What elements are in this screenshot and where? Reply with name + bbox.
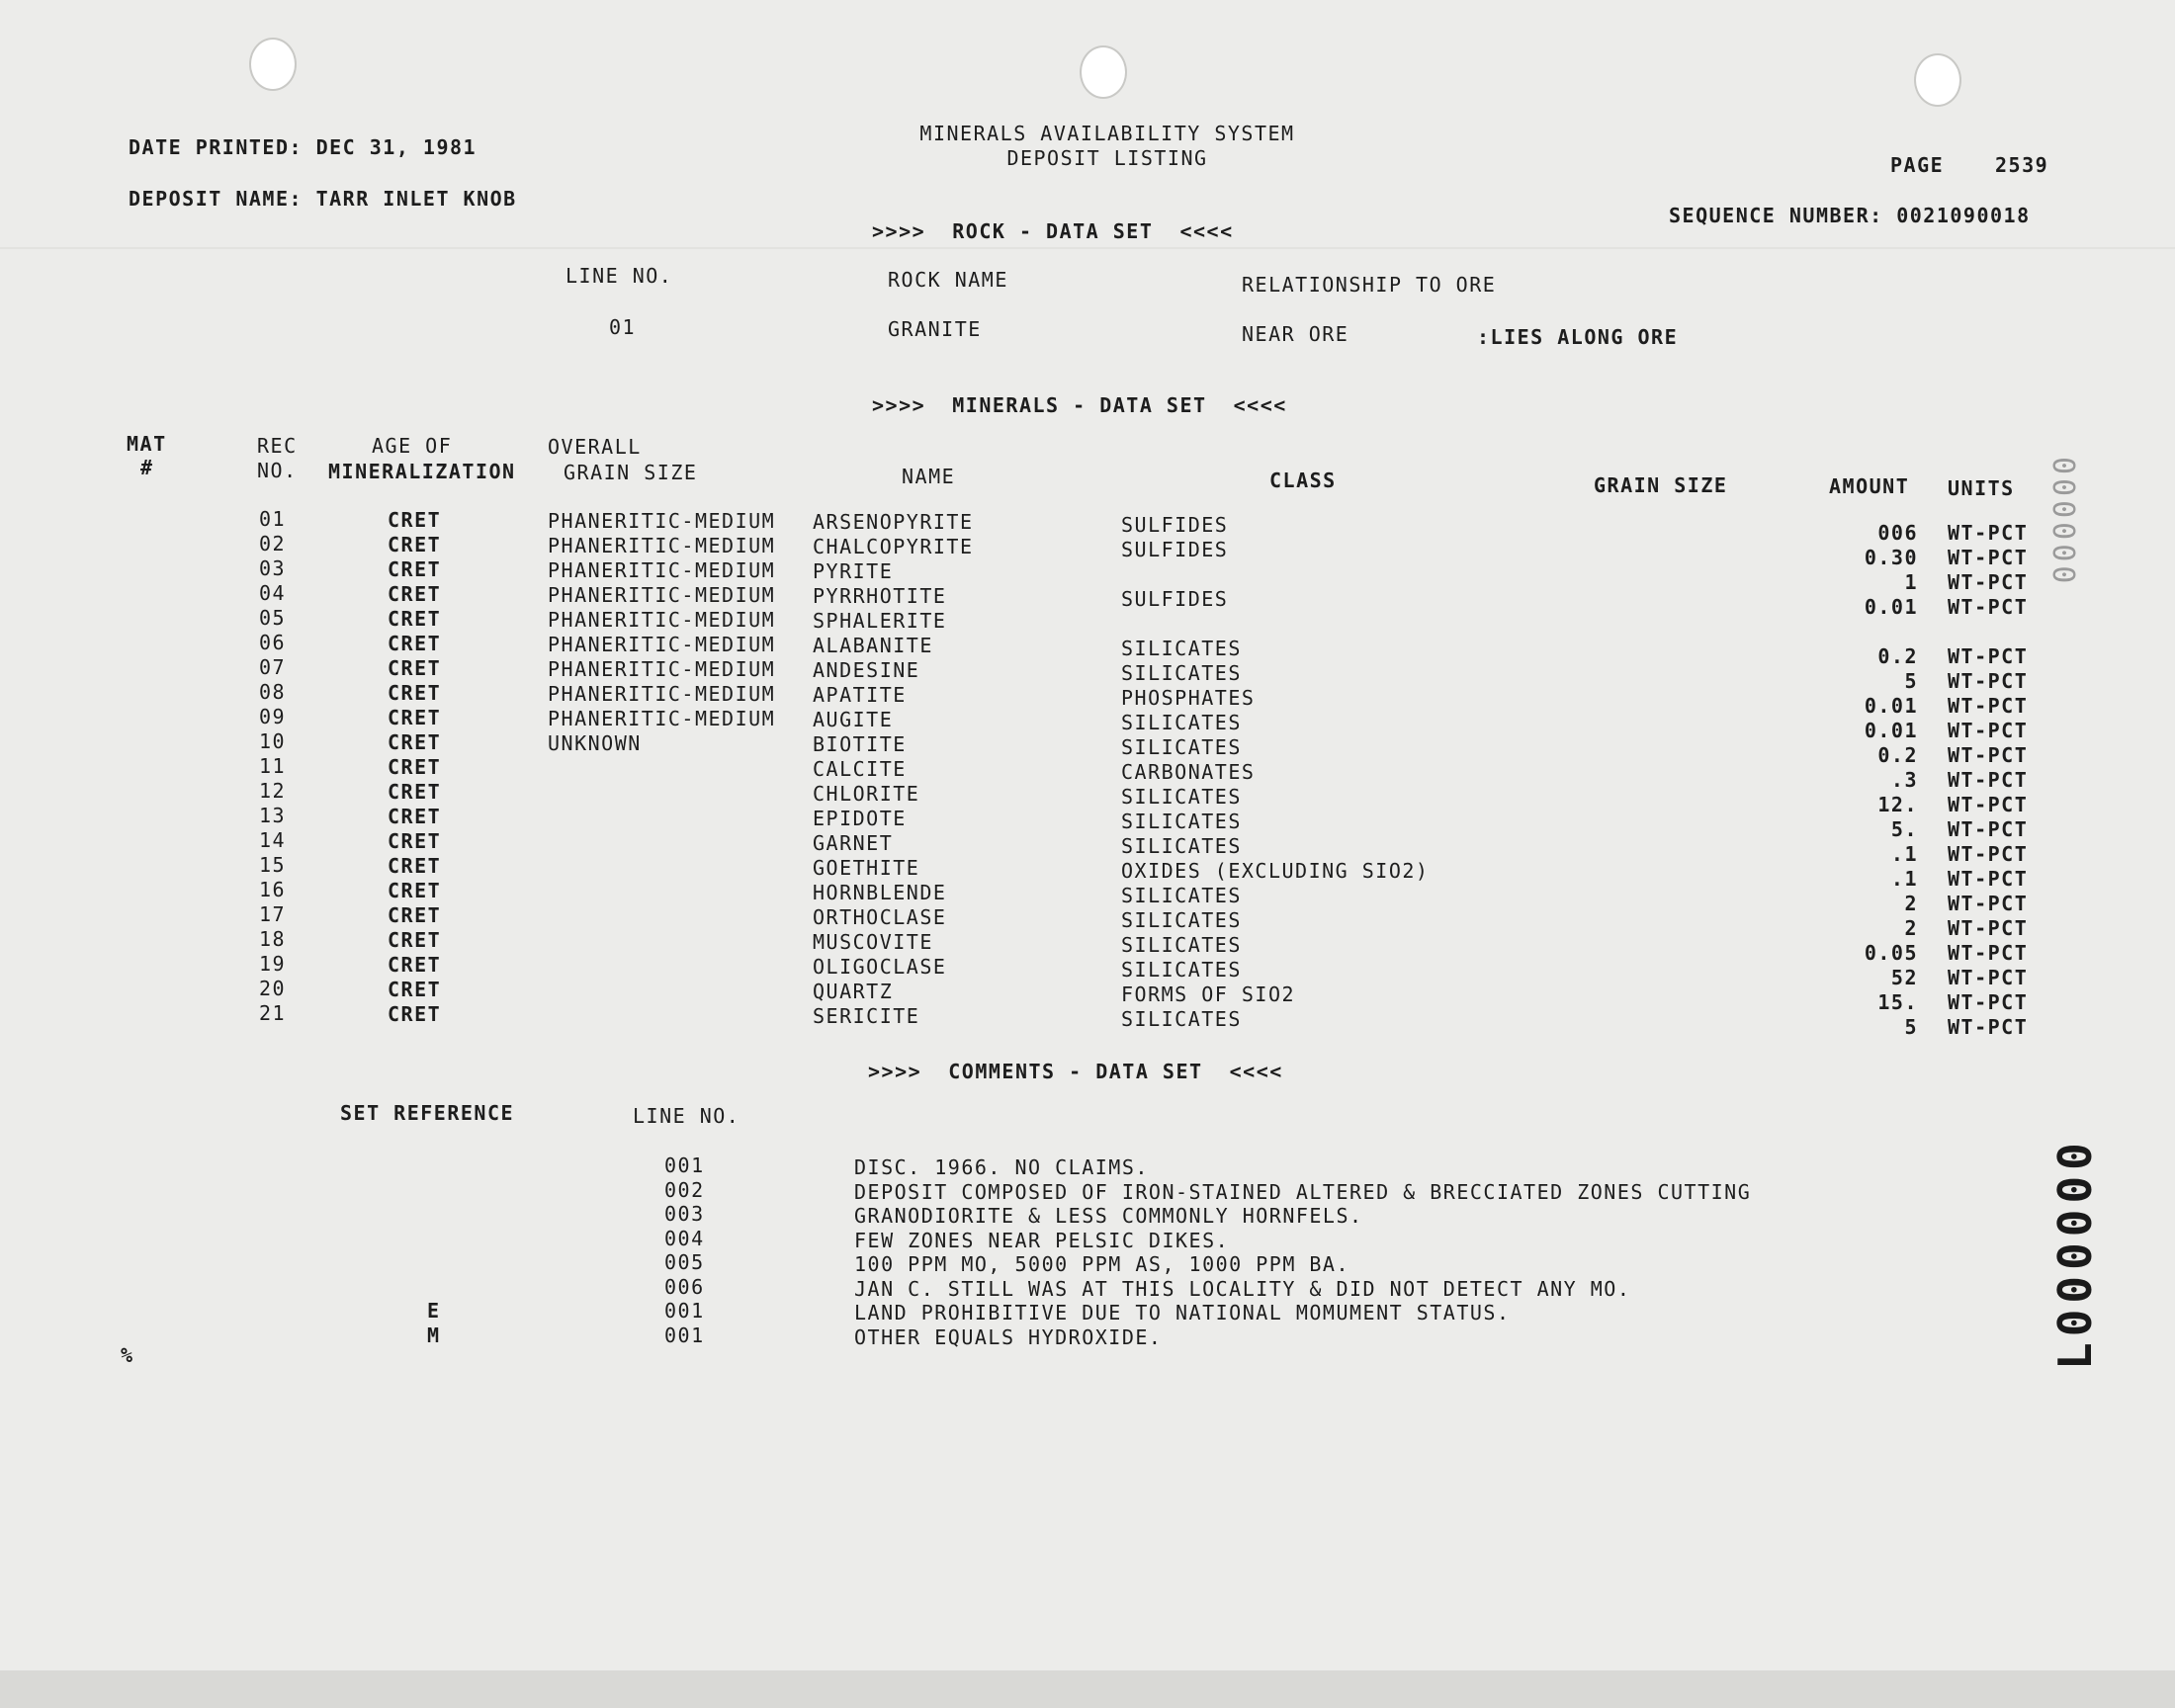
minerals-header-units: UNITS (1948, 476, 2015, 500)
mineral-rec-no: 21 (259, 1001, 287, 1025)
sequence-number: SEQUENCE NUMBER: 0021090018 (1669, 204, 2031, 227)
mineral-amount: 52 (1890, 966, 1918, 989)
mineral-rec-no: 14 (259, 828, 287, 852)
mineral-class: SILICATES (1121, 711, 1242, 734)
page-number: 2539 (1995, 153, 2049, 177)
minerals-section-title: >>>> MINERALS - DATA SET <<<< (872, 393, 1287, 417)
mineral-amount: 0.2 (1877, 644, 1918, 668)
mineral-units: WT-PCT (1948, 1015, 2029, 1039)
comment-text: FEW ZONES NEAR PELSIC DIKES. (854, 1228, 1230, 1252)
mineral-name: GARNET (813, 831, 894, 855)
mineral-class: SILICATES (1121, 1007, 1242, 1031)
mineral-name: APATITE (813, 683, 907, 707)
mineral-units: WT-PCT (1948, 768, 2029, 792)
comment-line-no: 003 (664, 1202, 705, 1226)
punch-hole (249, 38, 297, 91)
comment-text: JAN C. STILL WAS AT THIS LOCALITY & DID NOT DETECT ANY MO. (854, 1276, 1631, 1301)
comment-text: 100 PPM MO, 5000 PPM AS, 1000 PPM BA. (854, 1252, 1350, 1276)
microfilm-code: L000000 (2048, 1137, 2102, 1370)
comment-line-no: 001 (664, 1153, 705, 1177)
mineral-rec-no: 05 (259, 606, 287, 630)
mineral-rec-no: 16 (259, 878, 287, 901)
mineral-rec-no: 01 (259, 507, 287, 531)
rock-name: GRANITE (888, 317, 982, 341)
mineral-amount: 5 (1904, 669, 1918, 693)
comment-line-no: 001 (664, 1299, 705, 1323)
comment-text: DISC. 1966. NO CLAIMS. (854, 1155, 1149, 1179)
minerals-header-mat-hash: # (140, 456, 154, 479)
mineral-class: SILICATES (1121, 933, 1242, 957)
mineral-rec-no: 08 (259, 680, 287, 704)
mineral-rec-no: 19 (259, 952, 287, 976)
mineral-units: WT-PCT (1948, 842, 2029, 866)
footer-mark: % (121, 1343, 134, 1367)
rock-header-line-no: LINE NO. (566, 264, 673, 288)
rock-note: :LIES ALONG ORE (1477, 325, 1679, 349)
mineral-age: CRET (388, 508, 442, 532)
mineral-rec-no: 10 (259, 729, 287, 753)
mineral-age: CRET (388, 854, 442, 878)
mineral-units: WT-PCT (1948, 644, 2029, 668)
mineral-age: CRET (388, 879, 442, 902)
mineral-class: CARBONATES (1121, 760, 1256, 784)
mineral-units: WT-PCT (1948, 719, 2029, 742)
system-title: MINERALS AVAILABILITY SYSTEM (919, 122, 1295, 145)
punch-hole (1914, 53, 1961, 107)
mineral-class: SILICATES (1121, 785, 1242, 809)
mineral-name: ORTHOCLASE (813, 905, 947, 929)
mineral-units: WT-PCT (1948, 966, 2029, 989)
mineral-class: SILICATES (1121, 661, 1242, 685)
mineral-rec-no: 11 (259, 754, 287, 778)
minerals-header-age-of: AGE OF (372, 434, 453, 458)
mineral-amount: 0.01 (1864, 719, 1918, 742)
mineral-overall-grain-size: PHANERITIC-MEDIUM (548, 534, 776, 557)
mineral-amount: 2 (1904, 916, 1918, 940)
mineral-name: EPIDOTE (813, 807, 907, 830)
mineral-age: CRET (388, 978, 442, 1001)
mineral-rec-no: 20 (259, 977, 287, 1000)
minerals-header-overall: OVERALL (548, 435, 642, 459)
mineral-amount: 0.01 (1864, 694, 1918, 718)
mineral-rec-no: 02 (259, 532, 287, 555)
mineral-overall-grain-size: PHANERITIC-MEDIUM (548, 657, 776, 681)
mineral-name: SPHALERITE (813, 609, 947, 633)
mineral-class: PHOSPHATES (1121, 686, 1256, 710)
mineral-age: CRET (388, 903, 442, 927)
mineral-name: SERICITE (813, 1004, 920, 1028)
mineral-class: OXIDES (EXCLUDING SIO2) (1121, 859, 1430, 883)
rock-relationship: NEAR ORE (1242, 322, 1349, 346)
fold-line (0, 247, 2175, 249)
mineral-age: CRET (388, 533, 442, 556)
mineral-class: SILICATES (1121, 958, 1242, 982)
mineral-overall-grain-size: PHANERITIC-MEDIUM (548, 558, 776, 582)
comments-header-line-no: LINE NO. (633, 1104, 740, 1128)
mineral-name: OLIGOCLASE (813, 955, 947, 979)
microfilm-code-faint: 000000 (2045, 457, 2080, 588)
rock-line-no: 01 (609, 315, 637, 339)
mineral-age: CRET (388, 730, 442, 754)
mineral-units: WT-PCT (1948, 595, 2029, 619)
mineral-age: CRET (388, 805, 442, 828)
mineral-name: PYRITE (813, 559, 894, 583)
mineral-age: CRET (388, 1002, 442, 1026)
comment-text: DEPOSIT COMPOSED OF IRON-STAINED ALTERED & BRECCIATED ZONES CUTTING (854, 1179, 1752, 1204)
mineral-units: WT-PCT (1948, 867, 2029, 891)
mineral-rec-no: 13 (259, 804, 287, 827)
mineral-name: CHALCOPYRITE (813, 535, 974, 558)
mineral-units: WT-PCT (1948, 570, 2029, 594)
comment-text: OTHER EQUALS HYDROXIDE. (854, 1324, 1163, 1349)
mineral-name: ANDESINE (813, 658, 920, 682)
mineral-amount: 0.2 (1877, 743, 1918, 767)
mineral-class: SILICATES (1121, 637, 1242, 660)
mineral-amount: 15. (1877, 990, 1918, 1014)
mineral-amount: 0.05 (1864, 941, 1918, 965)
mineral-class: SILICATES (1121, 735, 1242, 759)
mineral-age: CRET (388, 656, 442, 680)
mineral-units: WT-PCT (1948, 990, 2029, 1014)
mineral-rec-no: 12 (259, 779, 287, 803)
mineral-overall-grain-size: PHANERITIC-MEDIUM (548, 707, 776, 730)
comment-set-reference: E (427, 1299, 441, 1323)
comment-line-no: 002 (664, 1177, 705, 1202)
mineral-age: CRET (388, 582, 442, 606)
minerals-header-class: CLASS (1269, 469, 1337, 492)
minerals-header-amount: AMOUNT (1829, 474, 1910, 498)
comment-text: GRANODIORITE & LESS COMMONLY HORNFELS. (854, 1204, 1363, 1228)
mineral-amount: .1 (1890, 842, 1918, 866)
mineral-amount: .1 (1890, 867, 1918, 891)
mineral-name: CALCITE (813, 757, 907, 781)
mineral-class: SULFIDES (1121, 513, 1229, 537)
mineral-amount: 0.01 (1864, 595, 1918, 619)
comment-line-no: 006 (664, 1274, 705, 1299)
mineral-name: MUSCOVITE (813, 930, 933, 954)
mineral-age: CRET (388, 557, 442, 581)
mineral-class: SILICATES (1121, 908, 1242, 932)
mineral-name: BIOTITE (813, 732, 907, 756)
minerals-header-rec: REC (257, 434, 298, 458)
mineral-overall-grain-size: PHANERITIC-MEDIUM (548, 509, 776, 533)
mineral-rec-no: 18 (259, 927, 287, 951)
mineral-units: WT-PCT (1948, 669, 2029, 693)
punch-hole (1080, 45, 1127, 99)
mineral-amount: .3 (1890, 768, 1918, 792)
mineral-name: ARSENOPYRITE (813, 510, 974, 534)
comment-text: LAND PROHIBITIVE DUE TO NATIONAL MOMUMENT STATUS. (854, 1301, 1511, 1324)
mineral-overall-grain-size: PHANERITIC-MEDIUM (548, 608, 776, 632)
mineral-units: WT-PCT (1948, 793, 2029, 816)
page-label: PAGE (1890, 153, 1945, 177)
mineral-class: SULFIDES (1121, 538, 1229, 561)
mineral-units: WT-PCT (1948, 743, 2029, 767)
mineral-units: WT-PCT (1948, 521, 2029, 545)
mineral-overall-grain-size: PHANERITIC-MEDIUM (548, 633, 776, 656)
rock-header-relationship: RELATIONSHIP TO ORE (1242, 273, 1497, 297)
comment-line-no: 004 (664, 1226, 705, 1250)
mineral-units: WT-PCT (1948, 892, 2029, 915)
minerals-header-rec-no: NO. (257, 459, 298, 482)
mineral-units: WT-PCT (1948, 546, 2029, 569)
mineral-name: HORNBLENDE (813, 881, 947, 904)
mineral-age: CRET (388, 607, 442, 631)
mineral-name: PYRRHOTITE (813, 584, 947, 608)
mineral-age: CRET (388, 681, 442, 705)
mineral-age: CRET (388, 706, 442, 729)
minerals-header-grain-size-overall: GRAIN SIZE (564, 461, 698, 484)
mineral-name: ALABANITE (813, 634, 933, 657)
mineral-age: CRET (388, 632, 442, 655)
rock-section-title: >>>> ROCK - DATA SET <<<< (872, 219, 1234, 243)
deposit-name: DEPOSIT NAME: TARR INLET KNOB (129, 187, 517, 211)
mineral-overall-grain-size: PHANERITIC-MEDIUM (548, 682, 776, 706)
mineral-amount: 12. (1877, 793, 1918, 816)
mineral-amount: 5. (1890, 817, 1918, 841)
mineral-name: QUARTZ (813, 980, 894, 1003)
comment-line-no: 001 (664, 1323, 705, 1347)
mineral-age: CRET (388, 755, 442, 779)
minerals-header-mineralization: MINERALIZATION (328, 460, 516, 483)
mineral-units: WT-PCT (1948, 817, 2029, 841)
comment-line-no: 005 (664, 1250, 705, 1274)
mineral-age: CRET (388, 953, 442, 977)
mineral-age: CRET (388, 829, 442, 853)
rock-header-rock-name: ROCK NAME (888, 268, 1008, 292)
mineral-age: CRET (388, 780, 442, 804)
mineral-amount: 2 (1904, 892, 1918, 915)
mineral-rec-no: 04 (259, 581, 287, 605)
mineral-overall-grain-size: PHANERITIC-MEDIUM (548, 583, 776, 607)
mineral-amount: 006 (1877, 521, 1918, 545)
mineral-rec-no: 09 (259, 705, 287, 728)
mineral-class: SILICATES (1121, 810, 1242, 833)
mineral-units: WT-PCT (1948, 694, 2029, 718)
mineral-rec-no: 07 (259, 655, 287, 679)
mineral-units: WT-PCT (1948, 941, 2029, 965)
mineral-class: FORMS OF SIO2 (1121, 982, 1296, 1006)
minerals-header-name: NAME (902, 465, 956, 488)
minerals-header-grain-size: GRAIN SIZE (1594, 473, 1728, 497)
mineral-units: WT-PCT (1948, 916, 2029, 940)
minerals-header-mat: MAT (127, 432, 167, 456)
mineral-amount: 5 (1904, 1015, 1918, 1039)
mineral-rec-no: 15 (259, 853, 287, 877)
comments-header-set-reference: SET REFERENCE (340, 1101, 515, 1125)
mineral-amount: 0.30 (1864, 546, 1918, 569)
comments-section-title: >>>> COMMENTS - DATA SET <<<< (868, 1060, 1283, 1083)
listing-title: DEPOSIT LISTING (1006, 146, 1208, 170)
comment-set-reference: M (427, 1323, 441, 1347)
mineral-class: SULFIDES (1121, 587, 1229, 611)
mineral-name: AUGITE (813, 708, 894, 731)
mineral-age: CRET (388, 928, 442, 952)
mineral-rec-no: 17 (259, 902, 287, 926)
mineral-overall-grain-size: UNKNOWN (548, 731, 642, 755)
mineral-rec-no: 06 (259, 631, 287, 654)
mineral-amount: 1 (1904, 570, 1918, 594)
mineral-class: SILICATES (1121, 834, 1242, 858)
mineral-name: GOETHITE (813, 856, 920, 880)
mineral-class: SILICATES (1121, 884, 1242, 907)
date-printed: DATE PRINTED: DEC 31, 1981 (129, 135, 478, 159)
mineral-rec-no: 03 (259, 556, 287, 580)
mineral-name: CHLORITE (813, 782, 920, 806)
